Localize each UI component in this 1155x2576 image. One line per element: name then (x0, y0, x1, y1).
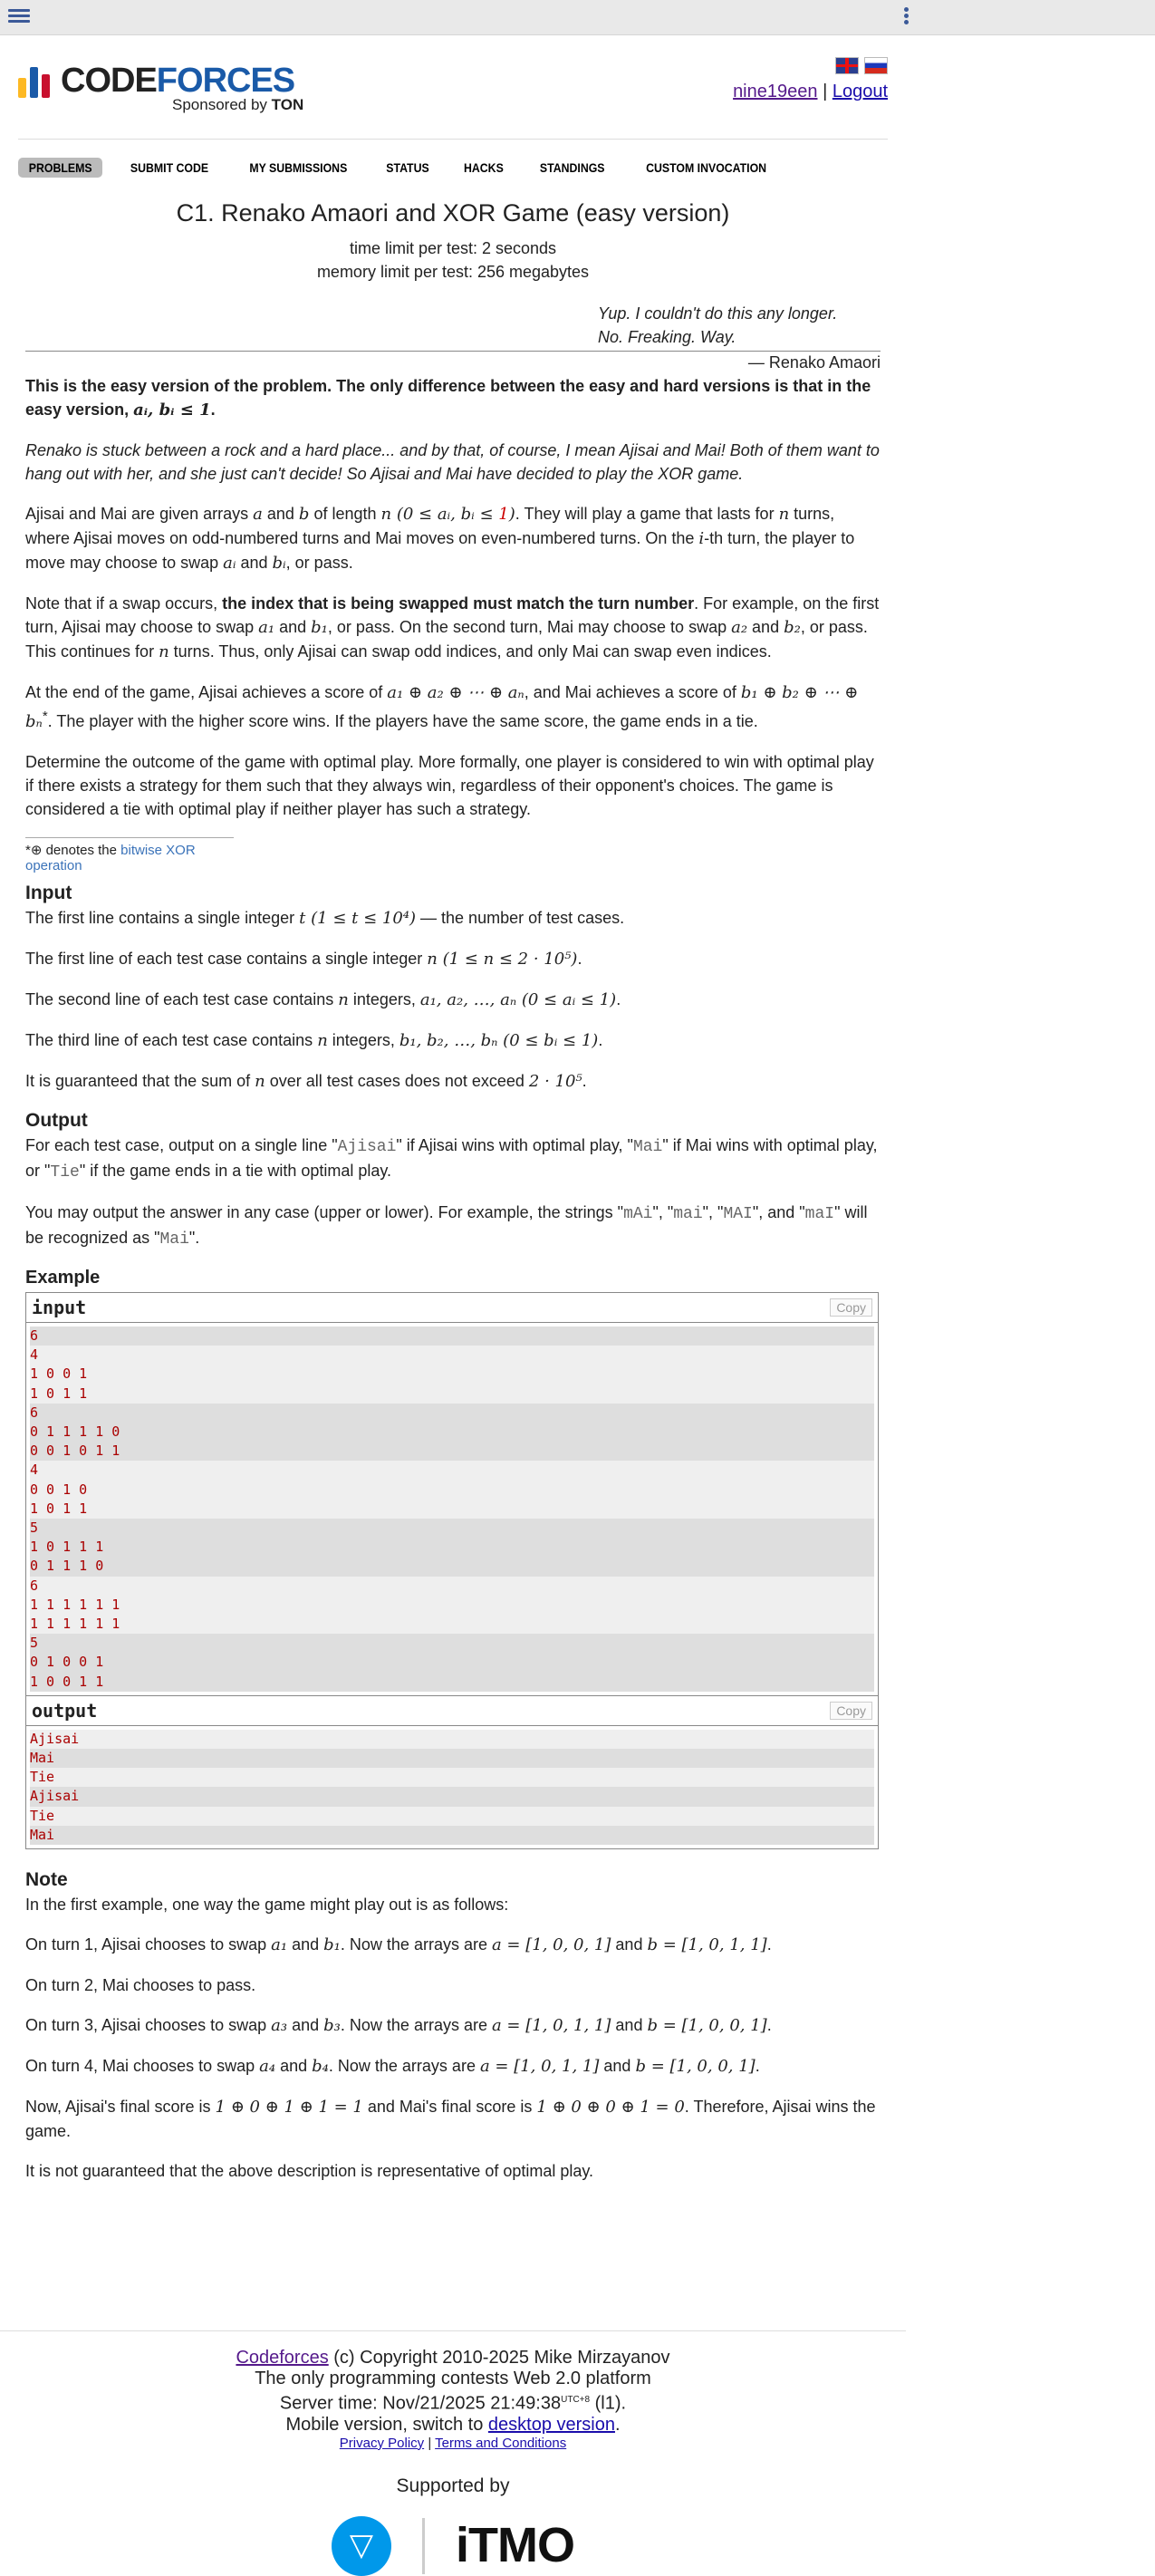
menu-status[interactable]: STATUS (386, 160, 429, 175)
sample-input-line: 0 1 0 0 1 (30, 1653, 874, 1672)
statement-paragraph-2: Note that if a swap occurs, the index that is being swapped must match the turn number. For example, on the first turn, Ajisai may choose to swap a₁ and b₁, or pass. On the second turn, Mai may choose to swap a₂ and b₂, or pass. This continues for n turns. Thus, only Ajisai can swap odd indices, and only Mai can swap even indices. (25, 594, 880, 661)
output-title: Output (25, 1110, 88, 1131)
epigraph-author: — Renako Amaori (25, 351, 881, 372)
note-line-1: On turn 1, Ajisai chooses to swap a₁ and b₁. Now the arrays are a = [1, 0, 0, 1] and b = [1, 0, 1, 1]. (25, 1935, 772, 1955)
sample-output-header: output Copy (26, 1695, 878, 1726)
output-line-1: For each test case, output on a single line "Ajisai" if Ajisai wins with optimal play, "Mai" if Mai wins with optimal play, or "Tie" if the game ends in a tie with optimal play. (25, 1136, 878, 1182)
note-line-4: On turn 4, Mai chooses to swap a₄ and b₄. Now the arrays are a = [1, 0, 1, 1] and b = [1, 0, 0, 1]. (25, 2057, 760, 2077)
sample-input-line: 0 1 1 1 0 (30, 1557, 874, 1576)
menu-submit-code[interactable]: SUBMIT CODE (130, 160, 209, 175)
sample-input-line: 1 1 1 1 1 1 (30, 1596, 874, 1615)
language-flags (835, 57, 888, 74)
top-bar (0, 0, 1155, 35)
sample-output-line: Ajisai (30, 1787, 874, 1806)
user-links: nine19een | Logout (733, 82, 888, 101)
sample-input-line: 1 1 1 1 1 1 (30, 1615, 874, 1634)
sample-input-line: 0 1 1 1 1 0 (30, 1423, 874, 1442)
english-flag-icon[interactable] (835, 57, 859, 74)
sample-input-line: 1 0 1 1 1 (30, 1538, 874, 1557)
menu-custom-invocation[interactable]: CUSTOM INVOCATION (646, 160, 767, 175)
input-line-1: The first line contains a single integer t (1 ≤ t ≤ 10⁴) — the number of test cases. (25, 909, 625, 928)
sample-input-line: 1 0 1 1 (30, 1384, 874, 1404)
example-title: Example (25, 1268, 101, 1288)
input-line-4: The third line of each test case contains n integers, b₁, b₂, …, bₙ (0 ≤ bᵢ ≤ 1). (25, 1031, 603, 1050)
sample-output-line: Mai (30, 1826, 874, 1845)
problem-title: C1. Renako Amaori and XOR Game (easy version) (176, 199, 730, 227)
sample-input-line: 1 0 1 1 (30, 1500, 874, 1519)
footnote: *⊕ denotes the bitwise XOR operation (25, 837, 234, 873)
memory-limit: memory limit per test: 256 megabytes (316, 263, 590, 281)
note-line-3: On turn 3, Ajisai chooses to swap a₃ and b₃. Now the arrays are a = [1, 0, 1, 1] and b = [1, 0, 0, 1]. (25, 2016, 772, 2036)
sample-output-line: Ajisai (30, 1730, 874, 1749)
input-title: Input (25, 883, 72, 903)
output-line-2: You may output the answer in any case (upper or lower). For example, the strings "mAi", "mai", "MAI", and "maI" will be recognized as "Mai". (25, 1203, 868, 1249)
copy-output-button[interactable]: Copy (830, 1702, 872, 1720)
copy-input-button[interactable]: Copy (830, 1298, 872, 1317)
menu-my-submissions[interactable]: MY SUBMISSIONS (249, 160, 348, 175)
platform-line: The only programming contests Web 2.0 platform (255, 2369, 651, 2388)
problem-menu (18, 158, 888, 178)
bitwise-xor-link[interactable]: bitwise XOR operation (25, 843, 196, 873)
logout-link[interactable]: Logout (832, 82, 888, 101)
statement-paragraph-4: Determine the outcome of the game with optimal play. More formally, one player is considered to win with optimal play if there exists a strategy for them such that they always win, regardless of their opponent's choices. The game is considered a tie with optimal play if neither player has such a strategy. (25, 753, 874, 818)
itmo-logo[interactable]: iTMO (456, 2518, 574, 2573)
page (0, 34, 906, 2199)
statement-paragraph-3: At the end of the game, Ajisai achieves a score of a₁ ⊕ a₂ ⊕ ⋯ ⊕ aₙ, and Mai achieves a score of b₁ ⊕ b₂ ⊕ ⋯ ⊕ bₙ*. The player with the higher score wins. If the players have the same score, the game ends in a tie. (25, 683, 859, 731)
menu-standings[interactable]: STANDINGS (539, 160, 605, 175)
sample-input-line: 0 0 1 0 (30, 1481, 874, 1500)
time-limit: time limit per test: 2 seconds (349, 239, 557, 257)
sample-input-line: 4 (30, 1346, 874, 1365)
note-line-2: On turn 2, Mai chooses to pass. (25, 1976, 256, 1995)
copyright-line: Codeforces (c) Copyright 2010-2025 Mike Mirzayanov (236, 2348, 670, 2368)
note-title: Note (25, 1869, 68, 1891)
sample-input (26, 1323, 878, 1695)
sample-input-line: 6 (30, 1404, 874, 1423)
russian-flag-icon[interactable] (864, 57, 888, 74)
mobile-line: Mobile version, switch to desktop version. (285, 2414, 621, 2435)
sample-input-line: 1 0 0 1 1 (30, 1673, 874, 1692)
input-line-5: It is guaranteed that the sum of n over all test cases does not exceed 2 · 10⁵. (25, 1072, 587, 1091)
header (18, 34, 888, 140)
supported-by: Supported by (396, 2475, 510, 2496)
sponsor-line: Sponsored by TON (172, 96, 304, 113)
sample-output-line: Tie (30, 1807, 874, 1826)
input-line-3: The second line of each test case contains n integers, a₁, a₂, …, aₙ (0 ≤ aᵢ ≤ 1). (25, 990, 621, 1009)
easy-version-note: This is the easy version of the problem. The only difference between the easy and hard versions is that in the easy version, aᵢ, bᵢ ≤ 1. (25, 377, 871, 420)
legal-links: Privacy Policy | Terms and Conditions (339, 2435, 567, 2451)
sample-tests (25, 1292, 879, 1849)
more-options-icon[interactable] (901, 5, 910, 29)
sample-input-line: 6 (30, 1327, 874, 1346)
problem-statement (25, 199, 881, 2183)
note-line-5: Now, Ajisai's final score is 1 ⊕ 0 ⊕ 1 ⊕ 1 = 1 and Mai's final score is 1 ⊕ 0 ⊕ 0 ⊕ 1 = 0. Therefore, Ajisai wins the game. (25, 2098, 876, 2141)
menu-hamburger-icon[interactable] (8, 6, 30, 28)
ton-logo-icon[interactable]: ▽ (332, 2516, 391, 2576)
sample-input-line: 1 0 0 1 (30, 1365, 874, 1384)
sample-input-header: input Copy (26, 1293, 878, 1323)
logo-bars-icon (18, 67, 53, 98)
sample-input-line: 5 (30, 1634, 874, 1653)
sponsor-logos (0, 2516, 906, 2576)
statement-paragraph-1: Ajisai and Mai are given arrays a and b of length n (0 ≤ aᵢ, bᵢ ≤ 1). They will play a game that lasts for n turns, where Ajisai moves on odd-numbered turns and Mai moves on even-numbered turns. On the i-th turn, the player to move may choose to swap aᵢ and bᵢ, or pass. (25, 505, 855, 573)
sample-output-line: Mai (30, 1749, 874, 1768)
server-time-line: Server time: Nov/21/2025 $21:49:38^{UTC+8}$ (l1). (279, 2393, 627, 2414)
menu-problems[interactable]: PROBLEMS (18, 158, 102, 178)
privacy-policy-link[interactable]: Privacy Policy (339, 2435, 425, 2451)
codeforces-footer-link[interactable]: Codeforces (236, 2348, 329, 2368)
terms-link[interactable]: Terms and Conditions (435, 2435, 567, 2451)
logo-text: CODEFORCES (61, 62, 295, 100)
username-link[interactable]: nine19een (733, 82, 818, 101)
menu-hacks[interactable]: HACKS (463, 160, 504, 175)
problem-limits (25, 236, 881, 284)
sample-output (26, 1726, 878, 1848)
note-line-6: It is not guaranteed that the above description is representative of optimal play. (25, 2162, 594, 2181)
sample-input-line: 4 (30, 1461, 874, 1480)
story-paragraph: Renako is stuck between a rock and a hard place... and by that, of course, I mean Ajisai and Mai! Both of them want to hang out with her, and she just can't decide! So Ajisai and Mai have decided to play the XOR game. (25, 441, 880, 483)
note-line-0: In the first example, one way the game might play out is as follows: (25, 1896, 509, 1915)
logo-divider (422, 2518, 425, 2574)
footer (0, 2330, 906, 2576)
sample-input-line: 0 0 1 0 1 1 (30, 1442, 874, 1461)
desktop-version-link[interactable]: desktop version (487, 2414, 615, 2435)
epigraph: Yup. I couldn't do this any longer. No. Freaking. Way. (598, 304, 838, 346)
codeforces-logo[interactable] (18, 63, 294, 98)
input-line-2: The first line of each test case contains a single integer n (1 ≤ n ≤ 2 · 10⁵). (25, 950, 582, 969)
sample-input-line: 5 (30, 1519, 874, 1538)
sample-input-line: 6 (30, 1577, 874, 1596)
sample-output-line: Tie (30, 1768, 874, 1787)
